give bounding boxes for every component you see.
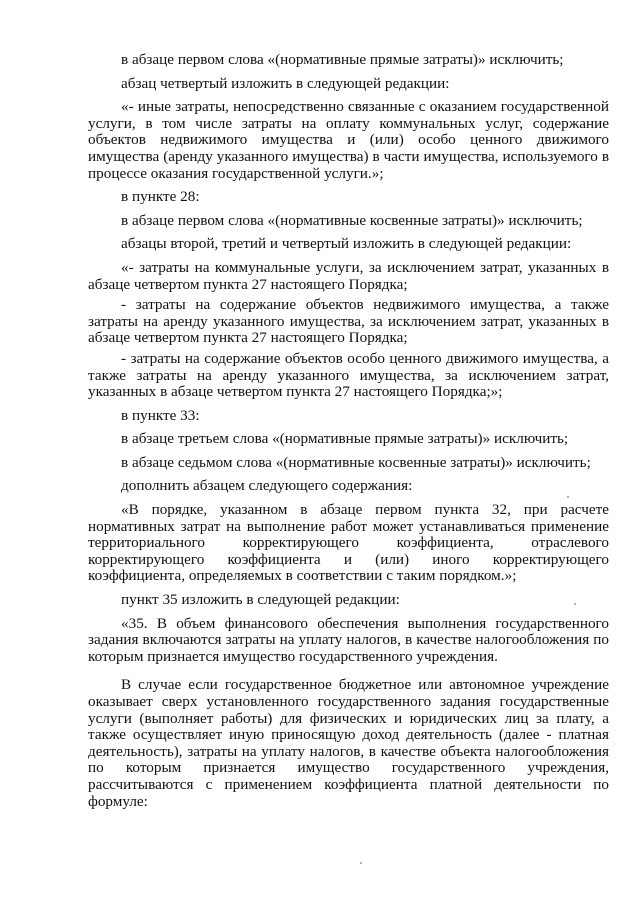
paragraph-7: «- затраты на коммунальные услуги, за исключением затрат, указанных в абзаце четвертом пункта 27 настоящего Порядка; <box>88 258 609 293</box>
paragraph-5: в абзаце первом слова «(нормативные косвенные затраты)» исключить; <box>121 211 583 229</box>
paragraph-1: в абзаце первом слова «(нормативные прямые затраты)» исключить; <box>121 51 564 68</box>
paragraph-13: дополнить абзацем следующего содержания: <box>121 477 413 495</box>
paragraph-6: абзацы второй, третий и четвертый изложить в следующей редакции: <box>121 235 572 253</box>
paragraph-4: в пункте 28: <box>121 188 200 206</box>
paragraph-9: - затраты на содержание объектов особо ценного движимого имущества, а также затраты на аренду указанного имущества, за исключением затрат, указанных в абзаце четвертом пункта 27 настоящего Порядка;»; <box>88 349 609 401</box>
paragraph-10: в пункте 33: <box>121 406 200 424</box>
scan-speck <box>567 496 569 498</box>
paragraph-15: пункт 35 изложить в следующей редакции: <box>121 591 400 609</box>
paragraph-3: «- иные затраты, непосредственно связанные с оказанием государственной услуги, в том числе затраты на оплату коммунальных услуг, содержание объектов недвижимого имущества и (или) особо ценного движимого имущества (аренду указанного имущества) в части имущества, используемого в процессе оказания государственной услуги.»; <box>88 98 609 182</box>
paragraph-17: В случае если государственное бюджетное или автономное учреждение оказывает сверх установленного государственного задания государственные услуги (выполняет работы) для физических и юридических лиц за плату, а также осуществляет иную приносящую доход деятельность (далее - платная деятельность), затраты на уплату налогов, в качестве объекта налогообложения по которым признается имущество государственного учреждения, рассчитываются с применением коэффициента платной деятельности по формуле: <box>88 676 609 810</box>
paragraph-2: абзац четвертый изложить в следующей редакции: <box>121 74 450 92</box>
paragraph-8: - затраты на содержание объектов недвижимого имущества, а также затраты на аренду указанного имущества, за исключением затрат, указанных в абзаце четвертом пункта 27 настоящего Порядка; <box>88 296 609 347</box>
scan-speck <box>360 862 362 864</box>
paragraph-11: в абзаце третьем слова «(нормативные прямые затраты)» исключить; <box>121 430 569 448</box>
document-body <box>88 52 609 817</box>
paragraph-16: «35. В объем финансового обеспечения выполнения государственного задания включаются затраты на уплату налогов, в качестве налогообложения по которым признается имущество государственного учреждения. <box>88 614 609 665</box>
paragraph-14: «В порядке, указанном в абзаце первом пункта 32, при расчете нормативных затрат на выполнение работ может устанавливаться применение территориального корректирующего коэффициента, отраслевого корректирующего коэффициента и (или) иного корректирующего коэффициента, определяемых в соответствии с таким порядком.»; <box>88 501 609 585</box>
scan-speck <box>574 603 576 605</box>
paragraph-12: в абзаце седьмом слова «(нормативные косвенные затраты)» исключить; <box>121 453 591 471</box>
